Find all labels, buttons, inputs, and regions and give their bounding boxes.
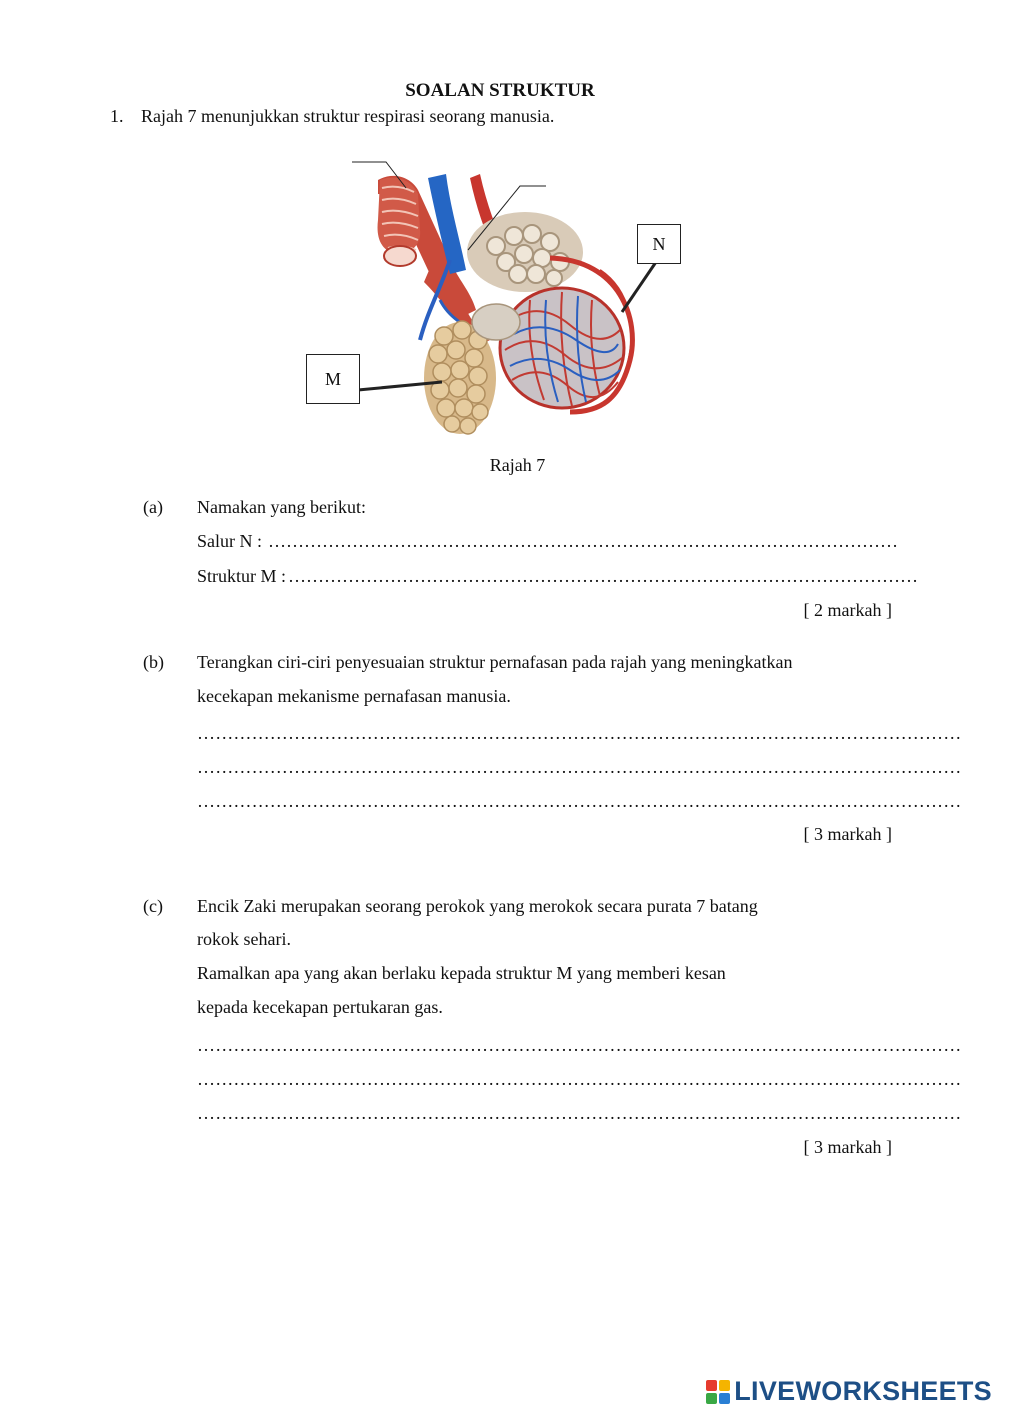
part-a-prompt: Namakan yang berikut: (197, 497, 366, 517)
label-box-m (306, 354, 360, 404)
part-b-marks: [ 3 markah ] (803, 824, 892, 844)
brand-text: LIVEWORKSHEETS (734, 1376, 992, 1406)
part-c-label: (c) (143, 896, 163, 916)
answer-line-c-3[interactable]: ……………………………………………………………………………………………………………… (197, 1103, 962, 1123)
answer-line-c-2[interactable]: ……………………………………………………………………………………………………………… (197, 1069, 962, 1089)
part-c-question-line-3: Ramalkan apa yang akan berlaku kepada struktur M yang memberi kesan (197, 963, 726, 983)
answer-line-b-3[interactable]: ……………………………………………………………………………………………………………… (197, 791, 962, 811)
label-box-n (637, 224, 681, 264)
alveolar-sac-upper-illustration (467, 212, 583, 292)
answer-row-salur-n (197, 531, 898, 552)
struktur-m-label: Struktur M : (197, 566, 287, 586)
part-a-marks: [ 2 markah ] (803, 600, 892, 620)
answer-line-b-2[interactable]: ……………………………………………………………………………………………………………… (197, 757, 962, 777)
part-c-question-line-2: rokok sehari. (197, 929, 291, 949)
part-c-question-line-4: kepada kecekapan pertukaran gas. (197, 997, 443, 1017)
part-b-question-line-2: kecekapan mekanisme pernafasan manusia. (197, 686, 511, 706)
part-a-label: (a) (143, 497, 163, 517)
answer-line-salur-n[interactable]: …………………………………………………………………………………………… (268, 531, 898, 551)
answer-line-struktur-m[interactable]: …………………………………………………………………………………………… (288, 566, 919, 586)
answer-line-c-1[interactable]: ……………………………………………………………………………………………………………… (197, 1035, 962, 1055)
label-n: N (652, 233, 666, 254)
part-c-marks: [ 3 markah ] (803, 1137, 892, 1157)
part-b-question-line-1: Terangkan ciri-ciri penyesuaian struktur pernafasan pada rajah yang meningkatkan (197, 652, 793, 672)
part-c-question-line-1: Encik Zaki merupakan seorang perokok yang merokok secara purata 7 batang (197, 896, 758, 916)
label-m: M (324, 368, 341, 389)
question-intro-text: Rajah 7 menunjukkan struktur respirasi seorang manusia. (141, 106, 555, 126)
liveworksheets-brand (706, 1376, 992, 1407)
answer-row-struktur-m (197, 566, 919, 587)
part-b-label: (b) (143, 652, 164, 672)
liveworksheets-logo-icon (706, 1380, 730, 1404)
answer-line-b-1[interactable]: ……………………………………………………………………………………………………………… (197, 723, 962, 743)
question-number: 1. (110, 106, 124, 126)
salur-n-label: Salur N : (197, 531, 262, 551)
page-title: SOALAN STRUKTUR (405, 80, 595, 101)
question-intro (110, 106, 554, 127)
figure-caption: Rajah 7 (489, 455, 546, 475)
